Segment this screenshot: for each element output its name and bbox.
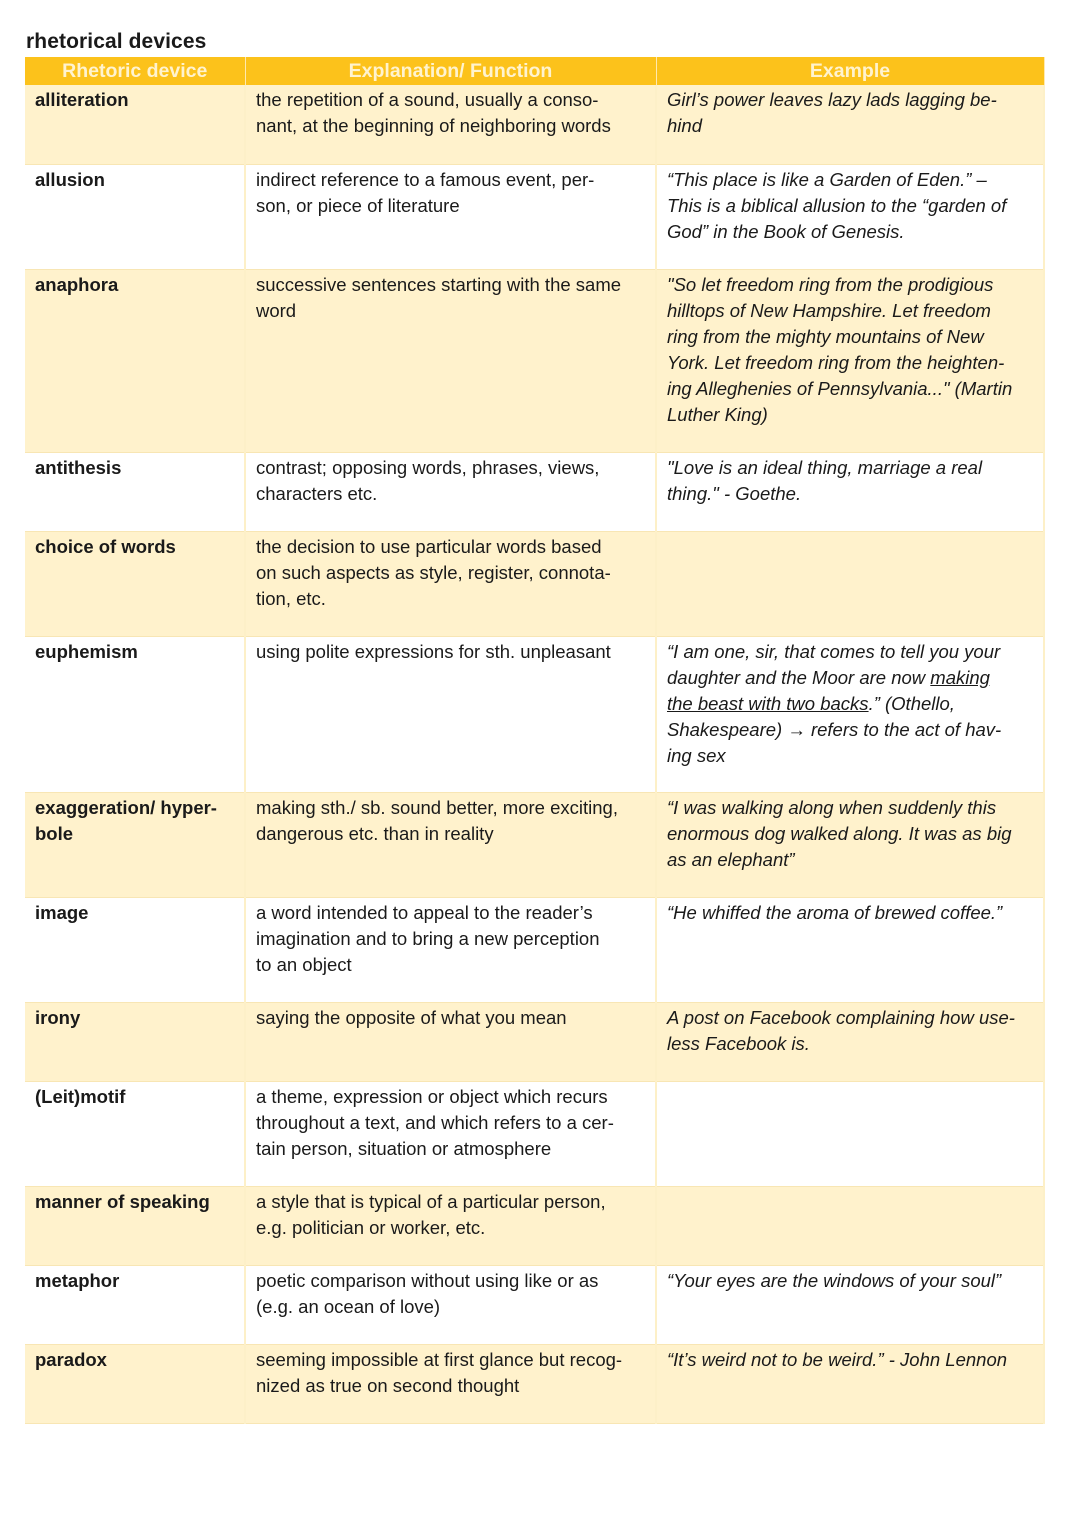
device-example: A post on Facebook complaining how use- less Facebook is. <box>656 1002 1044 1081</box>
device-explanation: seeming impossible at first glance but recog- nized as true on second thought <box>245 1344 656 1423</box>
device-example <box>656 1186 1044 1265</box>
table-row <box>25 452 1044 531</box>
device-example: “Your eyes are the windows of your soul” <box>656 1265 1044 1344</box>
column-header-device: Rhetoric device <box>25 57 245 85</box>
device-example: “He whiffed the aroma of brewed coffee.” <box>656 897 1044 1002</box>
device-term: anaphora <box>25 269 245 452</box>
device-term: manner of speaking <box>25 1186 245 1265</box>
device-term: alliteration <box>25 85 245 164</box>
device-term: euphemism <box>25 636 245 792</box>
table-row <box>25 1002 1044 1081</box>
device-explanation: a style that is typical of a particular person, e.g. politician or worker, etc. <box>245 1186 656 1265</box>
device-example: “It’s weird not to be weird.” - John Lennon <box>656 1344 1044 1423</box>
device-example: "Love is an ideal thing, marriage a real thing." - Goethe. <box>656 452 1044 531</box>
table-row <box>25 1265 1044 1344</box>
device-example: “I am one, sir, that comes to tell you your daughter and the Moor are now making the beast with two backs.” (Othello, Shakespeare) → refers to the act of hav- ing sex <box>656 636 1044 792</box>
device-term: paradox <box>25 1344 245 1423</box>
device-term: (Leit)motif <box>25 1081 245 1186</box>
table-row <box>25 164 1044 269</box>
column-header-explanation: Explanation/ Function <box>245 57 656 85</box>
column-header-example: Example <box>656 57 1044 85</box>
device-explanation: making sth./ sb. sound better, more exciting, dangerous etc. than in reality <box>245 792 656 897</box>
device-term: irony <box>25 1002 245 1081</box>
table-row <box>25 85 1044 164</box>
device-explanation: using polite expressions for sth. unpleasant <box>245 636 656 792</box>
table-row <box>25 897 1044 1002</box>
device-explanation: the repetition of a sound, usually a conso- nant, at the beginning of neighboring words <box>245 85 656 164</box>
device-term: choice of words <box>25 531 245 636</box>
device-explanation: a word intended to appeal to the reader’s imagination and to bring a new perception to an object <box>245 897 656 1002</box>
device-term: image <box>25 897 245 1002</box>
device-example: “I was walking along when suddenly this enormous dog walked along. It was as big as an elephant” <box>656 792 1044 897</box>
device-explanation: indirect reference to a famous event, per- son, or piece of literature <box>245 164 656 269</box>
table-row <box>25 1081 1044 1186</box>
page-title: rhetorical devices <box>26 30 207 53</box>
device-example: Girl’s power leaves lazy lads lagging be- hind <box>656 85 1044 164</box>
table-header-row <box>25 57 1044 85</box>
table-row <box>25 531 1044 636</box>
device-example: “This place is like a Garden of Eden.” – This is a biblical allusion to the “garden of God” in the Book of Genesis. <box>656 164 1044 269</box>
device-term: allusion <box>25 164 245 269</box>
table-row <box>25 792 1044 897</box>
device-explanation: successive sentences starting with the same word <box>245 269 656 452</box>
device-explanation: contrast; opposing words, phrases, views, characters etc. <box>245 452 656 531</box>
device-term: antithesis <box>25 452 245 531</box>
table-row <box>25 269 1044 452</box>
table-row <box>25 1344 1044 1423</box>
table-row <box>25 1186 1044 1265</box>
device-explanation: poetic comparison without using like or as (e.g. an ocean of love) <box>245 1265 656 1344</box>
device-example <box>656 1081 1044 1186</box>
table-row <box>25 636 1044 792</box>
underlined-phrase: making the beast with two backs <box>667 666 990 714</box>
device-term: exaggeration/ hyper- bole <box>25 792 245 897</box>
rhetorical-devices-table <box>25 57 1045 1424</box>
device-explanation: a theme, expression or object which recurs throughout a text, and which refers to a cer- tain person, situation or atmosphere <box>245 1081 656 1186</box>
device-explanation: the decision to use particular words based on such aspects as style, register, connota- tion, etc. <box>245 531 656 636</box>
device-term: metaphor <box>25 1265 245 1344</box>
device-example <box>656 531 1044 636</box>
device-explanation: saying the opposite of what you mean <box>245 1002 656 1081</box>
device-example: "So let freedom ring from the prodigious hilltops of New Hampshire. Let freedom ring from the mighty mountains of New York. Let freedom ring from the heighten- ing Alleghenies of Pennsylvania..." (Martin Luther King) <box>656 269 1044 452</box>
